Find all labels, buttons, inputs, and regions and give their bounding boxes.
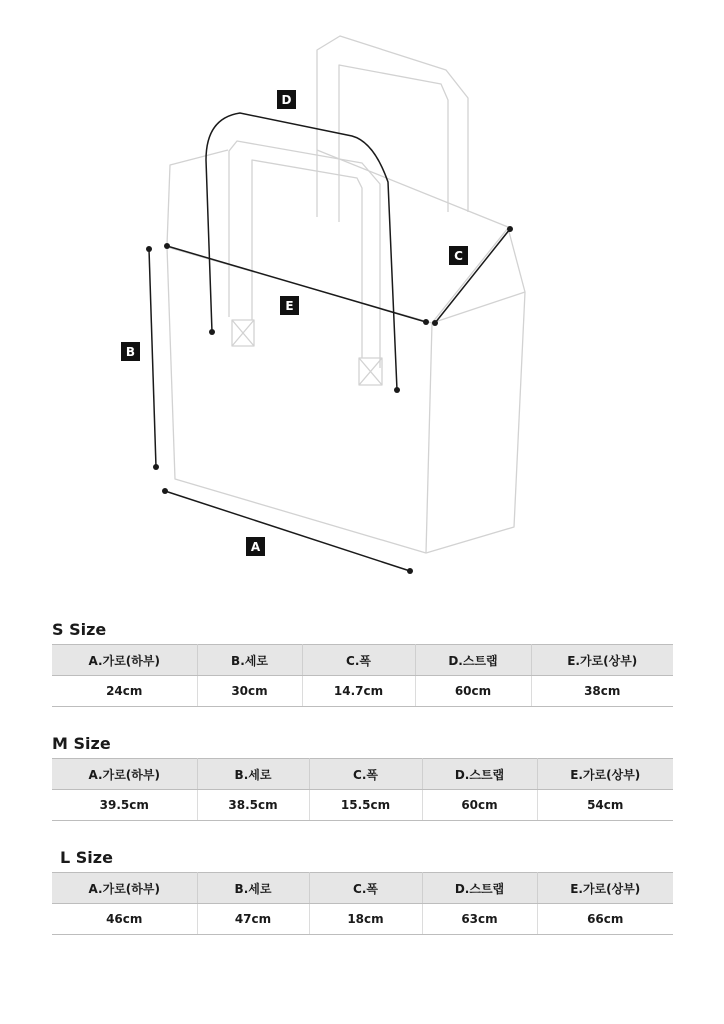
size-table-l [52,872,673,935]
header-cell: E.가로(상부) [531,645,673,676]
header-cell: A.가로(하부) [52,759,197,790]
label-b [121,342,140,361]
value-cell: 54cm [537,790,673,821]
value-cell: 60cm [415,676,531,707]
value-cell: 66cm [537,904,673,935]
table-row [52,904,673,935]
svg-text:B: B [125,345,136,359]
label-d [277,90,296,109]
size-title: S Size [52,620,107,639]
value-cell: 63cm [422,904,537,935]
label-c [449,246,468,265]
dimension-b-height [149,249,156,467]
value-cell: 60cm [422,790,537,821]
value-cell: 24cm [52,676,197,707]
value-cell: 30cm [197,676,302,707]
table-header-row [52,645,673,676]
bag-outline [167,36,525,553]
label-a [246,537,265,556]
header-cell: B.세로 [197,645,302,676]
dimension-d-strap [206,113,397,390]
label-e [280,296,299,315]
value-cell: 47cm [197,904,309,935]
dimension-lines [146,113,513,574]
svg-text:A: A [250,540,261,554]
size-title: L Size [60,848,113,867]
header-cell: B.세로 [197,873,309,904]
table-header-row [52,759,673,790]
header-cell: C.폭 [302,645,415,676]
value-cell: 38.5cm [197,790,309,821]
header-cell: D.스트랩 [422,873,537,904]
header-cell: B.세로 [197,759,309,790]
value-cell: 15.5cm [309,790,422,821]
table-header-row [52,873,673,904]
header-cell: E.가로(상부) [537,873,673,904]
size-table-m [52,758,673,821]
svg-text:E: E [285,299,294,313]
size-block-s [52,621,673,707]
value-cell: 18cm [309,904,422,935]
header-cell: D.스트랩 [422,759,537,790]
header-cell: A.가로(하부) [52,873,197,904]
svg-text:D: D [281,93,292,107]
dimension-a-bottom-width [165,491,410,571]
value-cell: 14.7cm [302,676,415,707]
value-cell: 38cm [531,676,673,707]
value-cell: 39.5cm [52,790,197,821]
header-cell: E.가로(상부) [537,759,673,790]
table-row [52,676,673,707]
size-block-m [52,735,673,821]
header-cell: A.가로(하부) [52,645,197,676]
size-title: M Size [52,734,111,753]
header-cell: C.폭 [309,873,422,904]
header-cell: D.스트랩 [415,645,531,676]
size-block-l [52,849,673,935]
value-cell: 46cm [52,904,197,935]
header-cell: C.폭 [309,759,422,790]
size-table-s [52,644,673,707]
table-row [52,790,673,821]
svg-text:C: C [454,249,463,263]
